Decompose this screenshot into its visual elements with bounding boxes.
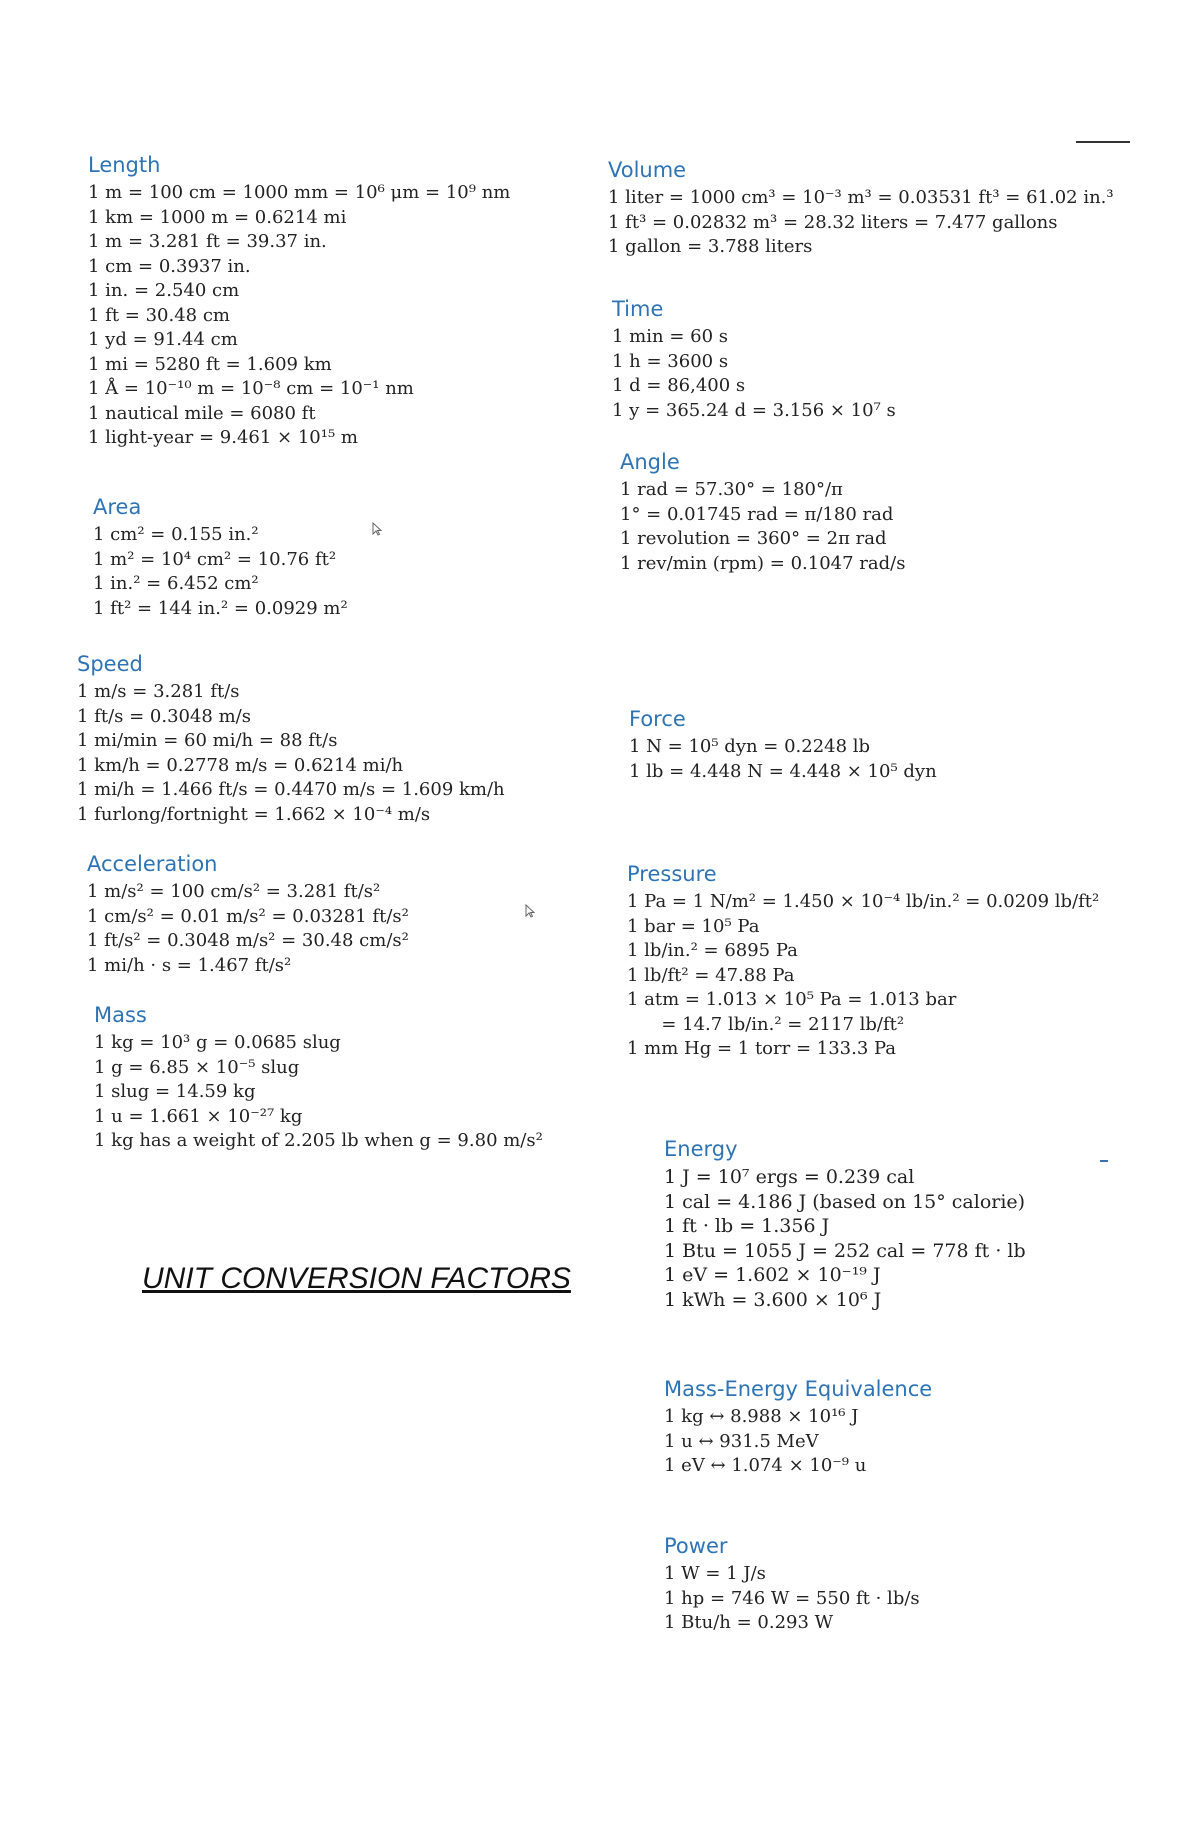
conversion-line: 1 kg ↔ 8.988 × 10¹⁶ J <box>664 1406 859 1427</box>
section-lines <box>620 478 905 576</box>
conversion-line: 1 J = 10⁷ ergs = 0.239 cal <box>664 1166 915 1188</box>
section-mass <box>94 1002 543 1154</box>
section-lines <box>608 186 1114 260</box>
conversion-line: 1 kg = 10³ g = 0.0685 slug <box>94 1032 341 1053</box>
section-lines <box>664 1405 932 1479</box>
conversion-line: 1 km/h = 0.2778 m/s = 0.6214 mi/h <box>77 754 404 776</box>
conversion-line: 1 kWh = 3.600 × 10⁶ J <box>664 1288 882 1311</box>
section-heading: Mass <box>94 1003 147 1027</box>
conversion-line: 1 N = 10⁵ dyn = 0.2248 lb <box>629 736 871 757</box>
top-right-rule <box>1076 141 1130 143</box>
conversion-line: 1 h = 3600 s <box>612 350 729 372</box>
section-power <box>664 1533 920 1636</box>
conversion-line: 1 m = 100 cm = 1000 mm = 10⁶ μm = 10⁹ nm <box>88 182 511 203</box>
conversion-line: 1 d = 86,400 s <box>612 375 746 396</box>
section-lines <box>94 1031 543 1154</box>
conversion-line: 1 m/s² = 100 cm/s² = 3.281 ft/s² <box>87 881 381 902</box>
section-heading: Area <box>93 495 142 519</box>
conversion-line: 1 hp = 746 W = 550 ft · lb/s <box>664 1587 920 1609</box>
section-energy <box>664 1136 1026 1312</box>
section-lines <box>612 325 896 423</box>
section-lines <box>88 181 510 451</box>
conversion-line: 1 mi/min = 60 mi/h = 88 ft/s <box>77 730 338 751</box>
section-acceleration <box>87 851 409 978</box>
section-volume <box>608 157 1114 260</box>
conversion-line: 1 lb = 4.448 N = 4.448 × 10⁵ dyn <box>629 760 937 782</box>
conversion-line: 1 y = 365.24 d = 3.156 × 10⁷ s <box>612 399 896 421</box>
conversion-line: 1 cm² = 0.155 in.² <box>93 524 259 545</box>
conversion-line: 1 ft · lb = 1.356 J <box>664 1215 830 1237</box>
section-length <box>88 152 510 451</box>
conversion-line: 1 cm/s² = 0.01 m/s² = 0.03281 ft/s² <box>87 905 409 927</box>
conversion-line: 1 mm Hg = 1 torr = 133.3 Pa <box>627 1038 897 1059</box>
section-heading: Angle <box>620 450 680 474</box>
conversion-line: = 14.7 lb/in.² = 2117 lb/ft² <box>627 1013 905 1035</box>
section-lines <box>77 680 505 827</box>
section-area <box>93 494 348 621</box>
section-speed <box>77 651 505 827</box>
conversion-line: 1 liter = 1000 cm³ = 10⁻³ m³ = 0.03531 ft³ = 61.02 in.³ <box>608 187 1114 208</box>
conversion-line: 1 lb/in.² = 6895 Pa <box>627 940 798 961</box>
conversion-line: 1 rev/min (rpm) = 0.1047 rad/s <box>620 552 906 574</box>
conversion-line: 1 g = 6.85 × 10⁻⁵ slug <box>94 1056 300 1078</box>
conversion-line: 1 furlong/fortnight = 1.662 × 10⁻⁴ m/s <box>77 803 431 825</box>
conversion-line: 1 W = 1 J/s <box>664 1563 766 1584</box>
conversion-line: 1 m = 3.281 ft = 39.37 in. <box>88 231 327 252</box>
section-lines <box>664 1562 920 1636</box>
conversion-line: 1 mi/h = 1.466 ft/s = 0.4470 m/s = 1.609 km/h <box>77 779 505 800</box>
section-mass-energy <box>664 1376 932 1479</box>
section-heading: Acceleration <box>87 852 218 876</box>
conversion-line: 1 slug = 14.59 kg <box>94 1081 256 1102</box>
section-lines <box>627 890 1099 1062</box>
section-heading: Energy <box>664 1137 738 1161</box>
conversion-line: 1 ft³ = 0.02832 m³ = 28.32 liters = 7.477 gallons <box>608 211 1058 233</box>
conversion-line: 1 Btu = 1055 J = 252 cal = 778 ft · lb <box>664 1239 1026 1262</box>
conversion-line: 1 atm = 1.013 × 10⁵ Pa = 1.013 bar <box>627 989 957 1010</box>
conversion-line: 1 mi/h · s = 1.467 ft/s² <box>87 954 292 976</box>
section-pressure <box>627 861 1099 1062</box>
section-heading: Length <box>88 153 161 177</box>
conversion-line: 1 Å = 10⁻¹⁰ m = 10⁻⁸ cm = 10⁻¹ nm <box>88 378 414 399</box>
conversion-line: 1 u ↔ 931.5 MeV <box>664 1430 819 1452</box>
section-lines <box>87 880 409 978</box>
conversion-line: 1 cm = 0.3937 in. <box>88 255 251 277</box>
conversion-line: 1 revolution = 360° = 2π rad <box>620 528 887 549</box>
page-title: UNIT CONVERSION FACTORS <box>142 1262 571 1295</box>
section-lines <box>664 1165 1026 1312</box>
section-heading: Time <box>612 297 664 321</box>
section-heading: Pressure <box>627 862 717 886</box>
section-lines <box>629 735 937 784</box>
conversion-line: 1 nautical mile = 6080 ft <box>88 402 316 424</box>
section-heading: Speed <box>77 652 143 676</box>
conversion-line: 1 eV = 1.602 × 10⁻¹⁹ J <box>664 1264 881 1286</box>
conversion-line: 1 bar = 10⁵ Pa <box>627 915 760 937</box>
conversion-line: 1 mi = 5280 ft = 1.609 km <box>88 353 332 375</box>
conversion-line: 1 u = 1.661 × 10⁻²⁷ kg <box>94 1105 303 1127</box>
conversion-line: 1 cal = 4.186 J (based on 15° calorie) <box>664 1190 1026 1213</box>
conversion-line: 1 rad = 57.30° = 180°/π <box>620 479 843 500</box>
section-heading: Mass-Energy Equivalence <box>664 1377 933 1401</box>
conversion-line: 1 km = 1000 m = 0.6214 mi <box>88 206 347 228</box>
conversion-line: 1° = 0.01745 rad = π/180 rad <box>620 503 894 525</box>
conversion-line: 1 gallon = 3.788 liters <box>608 236 813 257</box>
section-force <box>629 706 937 784</box>
right-margin-dash <box>1100 1160 1108 1162</box>
conversion-line: 1 Btu/h = 0.293 W <box>664 1612 834 1633</box>
conversion-line: 1 eV ↔ 1.074 × 10⁻⁹ u <box>664 1455 867 1476</box>
section-lines <box>93 523 348 621</box>
conversion-line: 1 ft/s² = 0.3048 m/s² = 30.48 cm/s² <box>87 930 409 951</box>
conversion-line: 1 ft = 30.48 cm <box>88 304 230 326</box>
section-heading: Volume <box>608 158 687 182</box>
conversion-line: 1 in.² = 6.452 cm² <box>93 573 259 594</box>
cursor-icon <box>372 521 382 540</box>
conversion-line: 1 m/s = 3.281 ft/s <box>77 681 240 702</box>
conversion-line: 1 light-year = 9.461 × 10¹⁵ m <box>88 427 358 448</box>
conversion-line: 1 yd = 91.44 cm <box>88 329 238 350</box>
conversion-line: 1 lb/ft² = 47.88 Pa <box>627 964 795 986</box>
section-angle <box>620 449 905 576</box>
conversion-line: 1 min = 60 s <box>612 326 728 347</box>
conversion-line: 1 ft² = 144 in.² = 0.0929 m² <box>93 597 348 619</box>
conversion-line: 1 in. = 2.540 cm <box>88 280 240 301</box>
conversion-line: 1 ft/s = 0.3048 m/s <box>77 705 251 727</box>
section-time <box>612 296 896 423</box>
conversion-line: 1 m² = 10⁴ cm² = 10.76 ft² <box>93 548 337 570</box>
conversion-line: 1 Pa = 1 N/m² = 1.450 × 10⁻⁴ lb/in.² = 0.0209 lb/ft² <box>627 891 1100 912</box>
conversion-line: 1 kg has a weight of 2.205 lb when g = 9.80 m/s² <box>94 1130 543 1151</box>
cursor-icon <box>525 903 535 922</box>
section-heading: Force <box>629 707 686 731</box>
section-heading: Power <box>664 1534 728 1558</box>
